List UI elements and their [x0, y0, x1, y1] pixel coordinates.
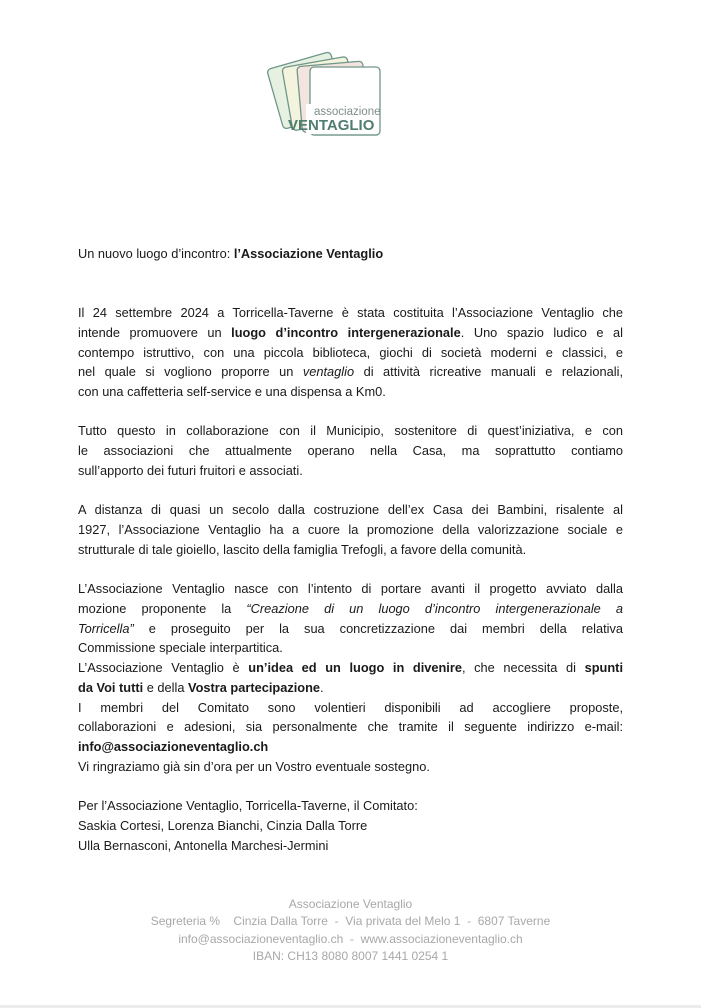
text-line: [78, 658, 623, 678]
text-segment: di attività ricreative manuali e relazionali,: [354, 364, 623, 380]
text-line: [78, 717, 623, 737]
italic-text: ventaglio: [302, 364, 355, 380]
text-line: [78, 540, 623, 560]
text-line: [78, 362, 623, 382]
text-segment: collaborazioni e adesioni, sia personalmente che tramite il seguente indirizzo e-mail:: [78, 719, 623, 735]
text-segment: le associazioni che attualmente operano nella Casa, ma soprattutto contiamo: [78, 443, 623, 459]
text-line: [78, 757, 623, 777]
blank-line: [78, 264, 623, 284]
blank-line: [78, 402, 623, 422]
text-segment: mozione proponente la: [78, 600, 247, 616]
text-line: [78, 678, 623, 698]
text-line: [78, 638, 623, 658]
blank-line: [78, 481, 623, 501]
italic-text: “Creazione di un luogo d’incontro intergenerazionale a: [246, 600, 623, 616]
text-segment: strutturale di tale gioiello, lascito della famiglia Trefogli, a favore della comunità.: [78, 541, 527, 557]
text-segment: Un nuovo luogo d’incontro:: [78, 246, 234, 261]
bold-text: spunti: [584, 660, 623, 676]
text-line: [78, 520, 623, 540]
bold-text: Vostra partecipazione: [188, 679, 321, 695]
footer-iban: IBAN: CH13 8080 8007 1441 0254 1: [252, 948, 449, 963]
text-line: [78, 461, 623, 481]
text-line: [78, 579, 623, 599]
text-segment: Ulla Bernasconi, Antonella Marchesi-Jermini: [78, 837, 329, 853]
bold-text: luogo d’incontro intergenerazionale: [231, 324, 461, 340]
association-logo: [266, 38, 388, 140]
text-line: [78, 343, 623, 363]
text-segment: con una caffetteria self-service e una dispensa a Km0.: [78, 384, 386, 400]
text-segment: Commissione speciale interpartitica.: [78, 640, 283, 656]
text-line: [78, 816, 623, 836]
text-line: [78, 836, 623, 856]
text-segment: nel quale si vogliono proporre un: [78, 364, 303, 380]
logo-text-associazione: associazione: [314, 106, 381, 118]
text-segment: intende promuovere un: [78, 324, 232, 340]
text-segment: e proseguito per la sua concretizzazione dai membri della relativa: [133, 620, 623, 636]
text-line: [78, 382, 623, 402]
bold-text: da Voi tutti: [78, 679, 144, 695]
text-line: [78, 599, 623, 619]
text-segment: I membri del Comitato sono volentieri disponibili ad accogliere proposte,: [78, 699, 623, 715]
text-segment: sull’apporto dei futuri fruitori e associati.: [78, 462, 303, 478]
text-line: [78, 698, 623, 718]
letter-title: [78, 244, 623, 264]
text-line: [78, 737, 623, 757]
text-segment: contempo istruttivo, con una piccola biblioteca, giochi di società moderni e classici, e: [78, 344, 623, 360]
letter-body: [78, 244, 623, 855]
text-line: [78, 796, 623, 816]
blank-line: [78, 283, 623, 303]
text-line: [78, 421, 623, 441]
text-segment: , che necessita di: [461, 660, 585, 676]
text-segment: .: [320, 679, 324, 695]
text-segment: L’Associazione Ventaglio è: [78, 660, 249, 676]
footer-name: Associazione Ventaglio: [288, 897, 413, 911]
bold-text: info@associazioneventaglio.ch: [78, 738, 269, 754]
text-segment: e della: [143, 679, 188, 695]
text-segment: A distanza di quasi un secolo dalla costruzione dell’ex Casa dei Bambini, risalente al: [78, 502, 623, 518]
text-line: [78, 323, 623, 343]
text-segment: Vi ringraziamo già sin d’ora per un Vostro eventuale sostegno.: [78, 758, 430, 774]
text-segment: Per l’Associazione Ventaglio, Torricella-Taverne, il Comitato:: [78, 798, 418, 814]
text-line: [78, 441, 623, 461]
text-segment: Saskia Cortesi, Lorenza Bianchi, Cinzia Dalla Torre: [78, 817, 368, 833]
text-line: [78, 619, 623, 639]
footer-address: Segreteria % Cinzia Dalla Torre - Via privata del Melo 1 - 6807 Taverne: [150, 914, 551, 929]
text-segment: 1927, l’Associazione Ventaglio ha a cuore la promozione della valorizzazione sociale e: [78, 522, 623, 538]
italic-text: Torricella”: [78, 620, 134, 636]
logo-text-ventaglio: VENTAGLIO: [288, 117, 375, 134]
blank-line: [78, 560, 623, 580]
bold-text: un’idea ed un luogo in divenire: [248, 660, 462, 676]
footer-contacts: info@associazioneventaglio.ch - www.associazioneventaglio.ch: [178, 931, 523, 946]
text-segment: L’Associazione Ventaglio nasce con l’intento di portare avanti il progetto avviato dalla: [78, 581, 623, 597]
footer: [0, 896, 701, 965]
text-line: [78, 303, 623, 323]
text-segment: Tutto questo in collaborazione con il Municipio, sostenitore di quest’iniziativa, e con: [78, 423, 623, 439]
blank-line: [78, 776, 623, 796]
bold-text: l’Associazione Ventaglio: [233, 246, 384, 261]
text-line: [78, 500, 623, 520]
text-segment: . Uno spazio ludico e al: [460, 324, 624, 340]
text-segment: Il 24 settembre 2024 a Torricella-Taverne è stata costituita l’Associazione Ventaglio che: [78, 305, 623, 321]
